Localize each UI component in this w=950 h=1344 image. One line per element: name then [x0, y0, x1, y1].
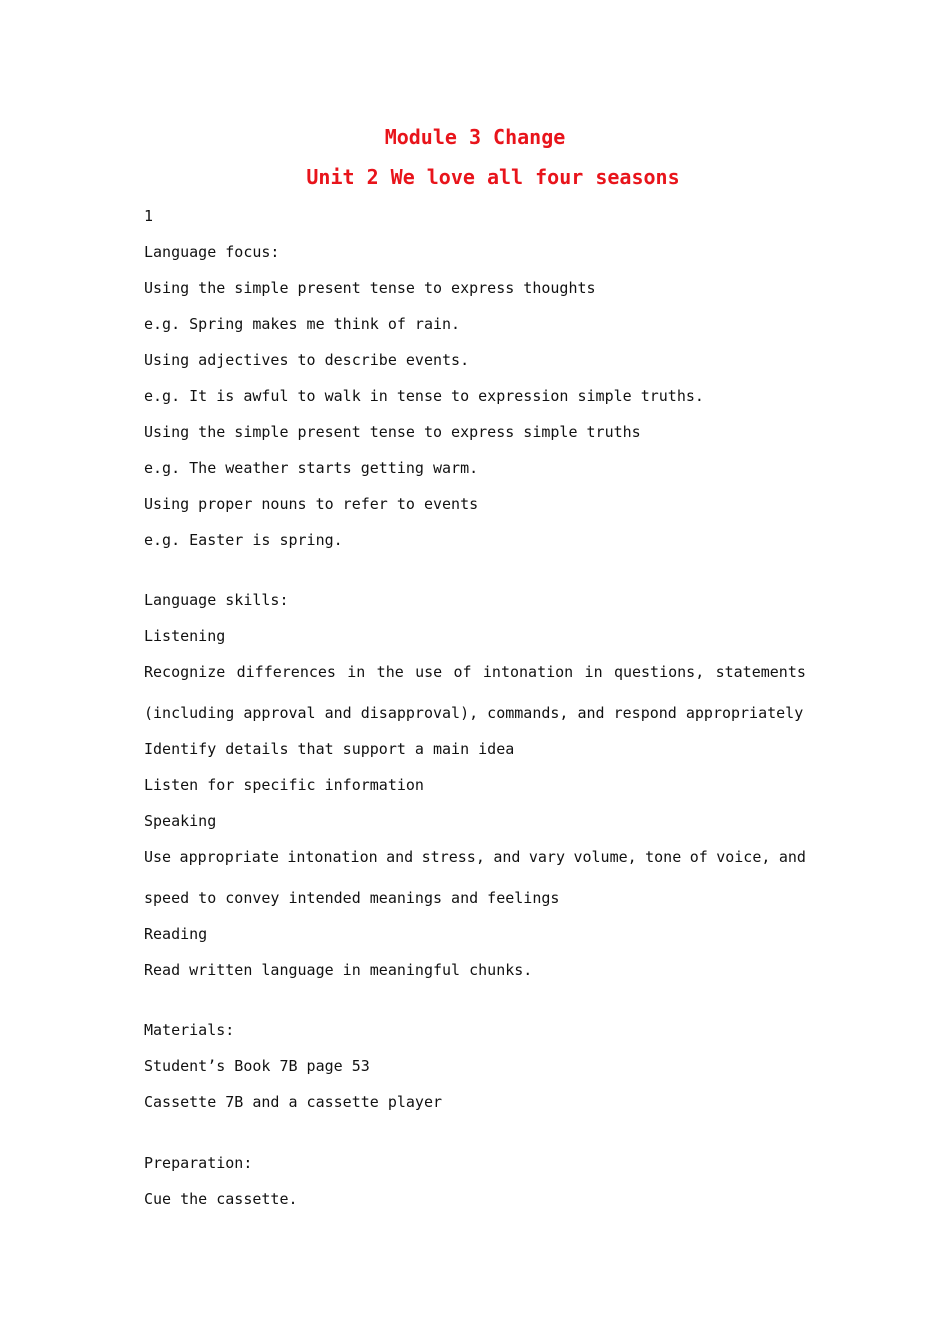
word: and [386, 848, 414, 866]
word: volume, [573, 848, 637, 866]
listening-line: Identify details that support a main idea [144, 740, 515, 758]
reading-label: Reading [144, 925, 208, 943]
focus-item: Using proper nouns to refer to events [144, 495, 479, 513]
word: intonation [287, 848, 378, 866]
word: Recognize [144, 663, 226, 681]
focus-example: e.g. Spring makes me think of rain. [144, 315, 461, 333]
word: voice, [716, 848, 771, 866]
materials-heading: Materials: [144, 1021, 235, 1039]
word: stress, [421, 848, 485, 866]
word: use [415, 663, 443, 681]
word: intonation [482, 663, 574, 681]
listening-line: (including approval and disapproval), commands, and respond appropriately [144, 704, 804, 722]
focus-item: Using the simple present tense to express thoughts [144, 279, 596, 297]
materials-item: Cassette 7B and a cassette player [144, 1093, 443, 1111]
word: vary [528, 848, 565, 866]
word: of [453, 663, 472, 681]
focus-item: Using adjectives to describe events. [144, 351, 470, 369]
preparation-item: Cue the cassette. [144, 1190, 298, 1208]
focus-item: Using the simple present tense to express simple truths [144, 423, 641, 441]
word: and [493, 848, 521, 866]
word: tone [645, 848, 682, 866]
listening-line: Listen for specific information [144, 776, 424, 794]
word: Use [144, 848, 172, 866]
focus-example: e.g. It is awful to walk in tense to expression simple truths. [144, 387, 704, 405]
word: statements [715, 663, 806, 681]
unit-title: Unit 2 We love all four seasons [306, 165, 680, 189]
focus-example: e.g. Easter is spring. [144, 531, 343, 549]
word: of [689, 848, 708, 866]
preparation-heading: Preparation: [144, 1154, 253, 1172]
word: the [376, 663, 404, 681]
listening-label: Listening [144, 627, 226, 645]
word: in [584, 663, 603, 681]
speaking-line: speed to convey intended meanings and feelings [144, 889, 560, 907]
language-skills-heading: Language skills: [144, 591, 289, 609]
word: in [347, 663, 366, 681]
word: and [778, 848, 806, 866]
module-title: Module 3 Change [384, 125, 566, 149]
speaking-label: Speaking [144, 812, 217, 830]
focus-example: e.g. The weather starts getting warm. [144, 459, 479, 477]
speaking-line-justified [144, 847, 806, 867]
language-focus-heading: Language focus: [144, 243, 280, 261]
word: appropriate [179, 848, 279, 866]
materials-item: Student’s Book 7B page 53 [144, 1057, 370, 1075]
word: questions, [613, 663, 705, 681]
reading-line: Read written language in meaningful chunks. [144, 961, 533, 979]
listening-line-justified [144, 662, 806, 682]
word: differences [236, 663, 336, 681]
section-number: 1 [144, 207, 154, 225]
